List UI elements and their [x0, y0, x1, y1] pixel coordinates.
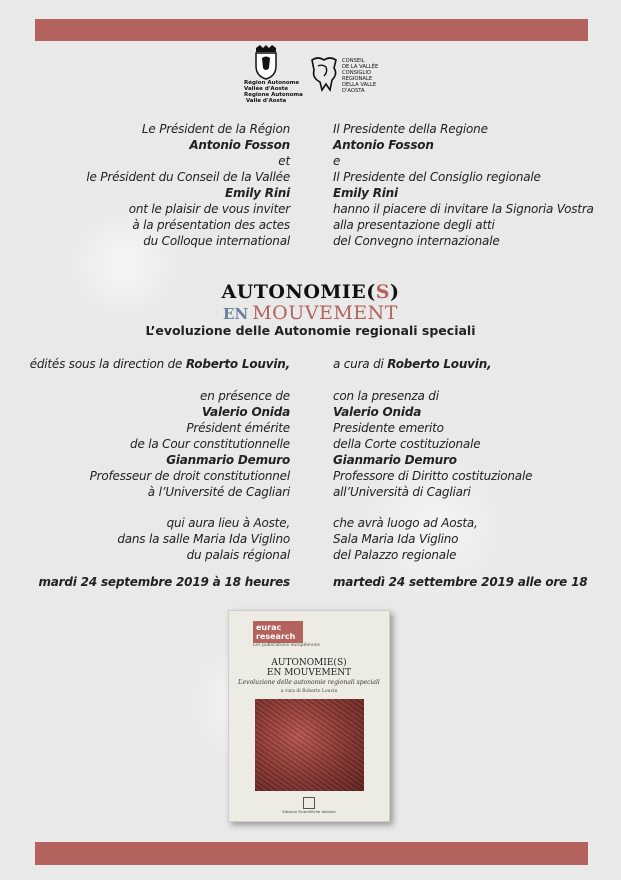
presence-fr-line: Président émérite: [186, 421, 290, 435]
council-logo-line-1: CONSEIL: [342, 58, 365, 64]
council-logo-line-3: CONSIGLIO: [342, 70, 371, 76]
invite-it-line: del Convegno internazionale: [333, 234, 500, 248]
council-logo: [308, 54, 398, 98]
region-logo-line-3: Regione Autonoma: [244, 92, 303, 98]
book-publisher: Edizioni Scientifiche Italiane: [282, 809, 336, 814]
event-subtitle: L’evoluzione delle Autonomie regionali speciali: [145, 323, 476, 338]
title-en-mouvement: [0, 303, 621, 324]
presence-it-line: Gianmario Demuro: [333, 453, 457, 467]
direction-french: [30, 356, 290, 372]
presence-italian: [333, 388, 532, 500]
region-logo-line-4: Valle d'Aosta: [245, 98, 287, 104]
invite-it-line: e: [333, 154, 341, 168]
presence-fr-line: en présence de: [200, 389, 290, 403]
header-logos: [0, 44, 621, 106]
book-brand: [253, 621, 303, 643]
presence-it-line: Presidente emerito: [333, 421, 444, 435]
invite-it-line: hanno il piacere di invitare la Signoria Vostra: [333, 202, 594, 216]
date-french: mardi 24 septembre 2019 à 18 heures: [38, 575, 290, 589]
book-editor: a cura di Roberto Louvin: [280, 689, 338, 694]
region-crest-icon: [253, 44, 279, 80]
venue-fr-line: dans la salle Maria Ida Viglino: [117, 532, 290, 546]
invite-it-line: Il Presidente del Consiglio regionale: [333, 170, 541, 184]
venue-it-line: Sala Maria Ida Viglino: [333, 532, 459, 546]
title-en: EN: [223, 305, 249, 323]
invite-fr-line: et: [278, 154, 290, 168]
venue-it-line: del Palazzo regionale: [333, 548, 457, 562]
presence-fr-line: Valerio Onida: [201, 405, 290, 419]
book-brand-line-2: research: [256, 632, 296, 641]
presence-it-line: Valerio Onida: [333, 405, 422, 419]
direction-it-name: Roberto Louvin,: [387, 357, 492, 371]
publisher-seal-icon: [303, 797, 315, 809]
presence-it-line: della Corte costituzionale: [333, 437, 481, 451]
direction-fr-name: Roberto Louvin,: [185, 357, 290, 371]
venue-italian: [333, 515, 478, 563]
title-autonomie-word: AUTONOMIE: [221, 281, 367, 303]
book-cover-image: [255, 699, 364, 791]
region-logo: [244, 44, 303, 106]
council-lion-icon: [308, 54, 340, 94]
invite-it-line: Emily Rini: [333, 186, 398, 200]
presence-it-line: con la presenza di: [333, 389, 439, 403]
book-cover: [228, 610, 390, 822]
council-logo-line-5: DELLA VALLE: [342, 82, 377, 88]
presence-fr-line: Gianmario Demuro: [166, 453, 290, 467]
presence-it-line: Professore di Diritto costituzionale: [333, 469, 533, 483]
presence-french: [90, 388, 290, 500]
presence-fr-line: de la Cour constitutionnelle: [130, 437, 290, 451]
invite-it-line: Il Presidente della Regione: [333, 122, 488, 136]
invite-fr-line: du Colloque international: [143, 234, 290, 248]
title-autonomie: [221, 281, 399, 303]
venue-fr-line: qui aura lieu à Aoste,: [166, 516, 290, 530]
region-logo-line-2: Vallée d'Aoste: [244, 86, 289, 92]
direction-italian: [333, 356, 491, 372]
invite-it-line: alla presentazione degli atti: [333, 218, 495, 232]
venue-fr-line: du palais régional: [186, 548, 290, 562]
invite-fr-line: Le Président de la Région: [141, 122, 290, 136]
book-brand-sub: Les publications européennes: [253, 643, 320, 648]
venue-french: [117, 515, 290, 563]
region-logo-line-1: Région Autonome: [244, 80, 300, 86]
invite-fr-line: Antonio Fosson: [189, 138, 290, 152]
direction-it-prefix: a cura di: [333, 357, 388, 371]
presence-it-line: all’Università di Cagliari: [333, 485, 471, 499]
book-title-line-1: AUTONOMIE(S): [271, 658, 347, 668]
title-mouvement: MOUVEMENT: [252, 302, 398, 324]
title-paren-close: ): [390, 281, 400, 303]
book-title: [229, 658, 389, 678]
event-title: [0, 282, 621, 302]
book-brand-line-1: eurac: [256, 623, 282, 632]
presence-fr-line: Professeur de droit constitutionnel: [89, 469, 290, 483]
bottom-band: [35, 842, 588, 865]
venue-it-line: che avrà luogo ad Aosta,: [333, 516, 478, 530]
council-logo-line-2: DE LA VALLÉE: [342, 64, 379, 70]
book-title-line-2: EN MOUVEMENT: [266, 668, 352, 678]
invite-fr-line: ont le plaisir de vous inviter: [128, 202, 290, 216]
date-italian: martedì 24 settembre 2019 alle ore 18: [333, 575, 588, 589]
invite-fr-line: Emily Rini: [225, 186, 290, 200]
title-s-letter: S: [375, 281, 391, 303]
top-band: [35, 19, 588, 41]
council-logo-line-4: REGIONALE: [342, 76, 373, 82]
invite-fr-line: à la présentation des actes: [132, 218, 290, 232]
council-logo-line-6: D'AOSTA: [342, 88, 365, 94]
direction-fr-prefix: édités sous la direction de: [29, 357, 186, 371]
invite-italian: [333, 121, 594, 249]
invite-it-line: Antonio Fosson: [333, 138, 434, 152]
presence-fr-line: à l’Université de Cagliari: [147, 485, 290, 499]
title-paren-open: (: [366, 281, 376, 303]
invite-fr-line: le Président du Conseil de la Vallée: [86, 170, 290, 184]
invite-french: [86, 121, 290, 249]
book-subtitle: L’evoluzione delle autonomie regionali speciali: [238, 679, 380, 686]
